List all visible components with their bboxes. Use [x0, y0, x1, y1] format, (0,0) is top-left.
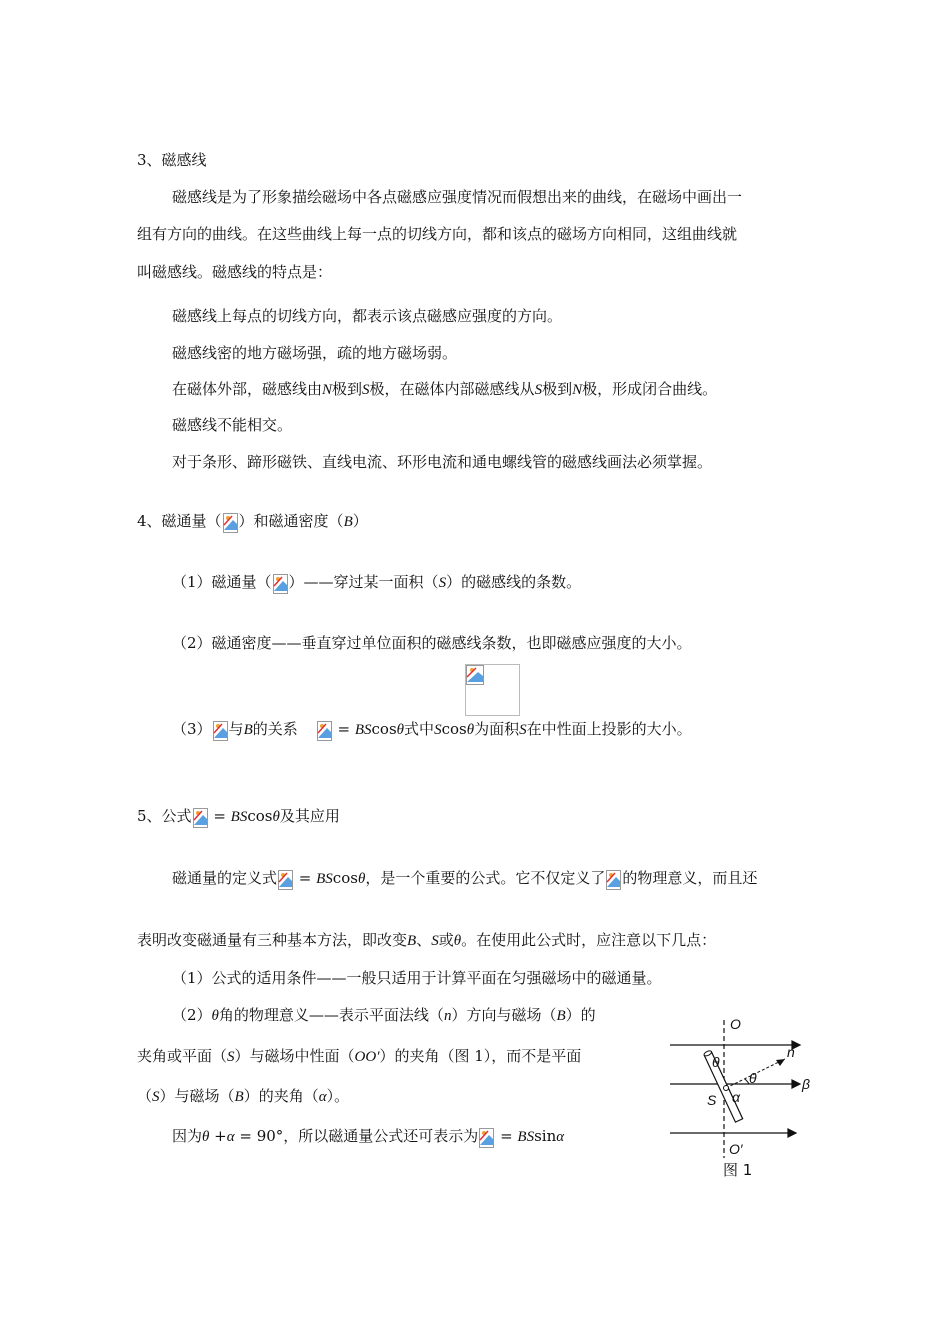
s4-item-2: （2）磁通密度——垂直穿过单位面积的磁感线条数，也即磁感应强度的大小。	[172, 634, 692, 652]
broken-image-icon	[466, 665, 484, 685]
s5-condition-2-line-1: （2）θ角的物理意义——表示平面法线（n）方向与磁场（B）的	[172, 1006, 596, 1024]
phi-image-icon	[479, 1128, 494, 1148]
s4-item-3: （3） 与B的关系 = BScosθ式中Scosθ为面积S在中性面上投影的大小。	[172, 719, 692, 741]
s3-feature-1: 磁感线上每点的切线方向，都表示该点磁感应强度的方向。	[172, 307, 563, 325]
formula-image-frame	[465, 664, 520, 716]
section-4-heading: 4、磁通量（ ）和磁通密度（B）	[137, 511, 368, 533]
s3-feature-3: 在磁体外部，磁感线由N极到S极，在磁体内部磁感线从S极到N极，形成闭合曲线。	[172, 380, 718, 398]
phi-image-icon	[213, 721, 228, 741]
arrow-head-icon	[792, 1080, 800, 1088]
s3-paragraph-line-1: 磁感线是为了形象描绘磁场中各点磁感应强度情况而假想出来的曲线，在磁场中画出一	[172, 188, 743, 206]
phi-image-icon	[273, 574, 288, 594]
phi-image-icon	[278, 870, 293, 890]
s5-condition-2-line-2: 夹角或平面（S）与磁场中性面（OO′）的夹角（图 1），而不是平面	[137, 1047, 582, 1065]
section-5-heading: 5、公式 = BScosθ及其应用	[137, 806, 340, 828]
phi-image-icon	[317, 721, 332, 741]
figure-label-b: β	[802, 1076, 810, 1092]
tilted-plate	[703, 1050, 742, 1122]
s5-paragraph-line-2: 表明改变磁通量有三种基本方法，即改变B、S或θ。在使用此公式时，应注意以下几点：	[137, 931, 717, 949]
s3-feature-4: 磁感线不能相交。	[172, 416, 293, 434]
figure-label-s: S	[707, 1092, 717, 1108]
s4-item-1: （1）磁通量（ ）——穿过某一面积（S）的磁感线的条数。	[172, 572, 581, 594]
phi-image-icon	[606, 870, 621, 890]
s3-paragraph-line-3: 叫磁感线。磁感线的特点是：	[137, 263, 333, 281]
figure-label-o-bottom: O′	[729, 1141, 743, 1157]
s3-feature-2: 磁感线密的地方磁场强，疏的地方磁场弱。	[172, 344, 458, 362]
figure-caption: 图 1	[723, 1161, 753, 1179]
s3-feature-5: 对于条形、蹄形磁铁、直线电流、环形电流和通电螺线管的磁感线画法必须掌握。	[172, 453, 713, 471]
s5-condition-3: 因为θ +α = 90°，所以磁通量公式还可表示为 = BSsinα	[172, 1126, 564, 1148]
s3-paragraph-line-2: 组有方向的曲线。在这些曲线上每一点的切线方向，都和该点的磁场方向相同，这组曲线就	[137, 225, 738, 243]
phi-image-icon	[193, 808, 208, 828]
figure-label-alpha: α	[732, 1089, 740, 1105]
figure-label-n: n	[787, 1044, 795, 1060]
figure-label-o-top: O	[730, 1016, 741, 1032]
figure-label-theta-2: θ	[749, 1070, 757, 1086]
s5-paragraph-line-1: 磁通量的定义式 = BScosθ，是一个重要的公式。它不仅定义了 的物理意义，而且还	[172, 868, 757, 890]
s5-condition-1: （1）公式的适用条件——一般只适用于计算平面在匀强磁场中的磁通量。	[172, 969, 662, 987]
arrow-head-icon	[788, 1129, 796, 1137]
s5-condition-2-line-3: （S）与磁场（B）的夹角（α）。	[137, 1087, 350, 1105]
figure-1-diagram	[660, 1012, 820, 1182]
figure-label-theta-1: θ	[712, 1054, 720, 1070]
section-3-heading: 3、磁感线	[137, 151, 207, 169]
phi-image-icon	[223, 513, 238, 533]
